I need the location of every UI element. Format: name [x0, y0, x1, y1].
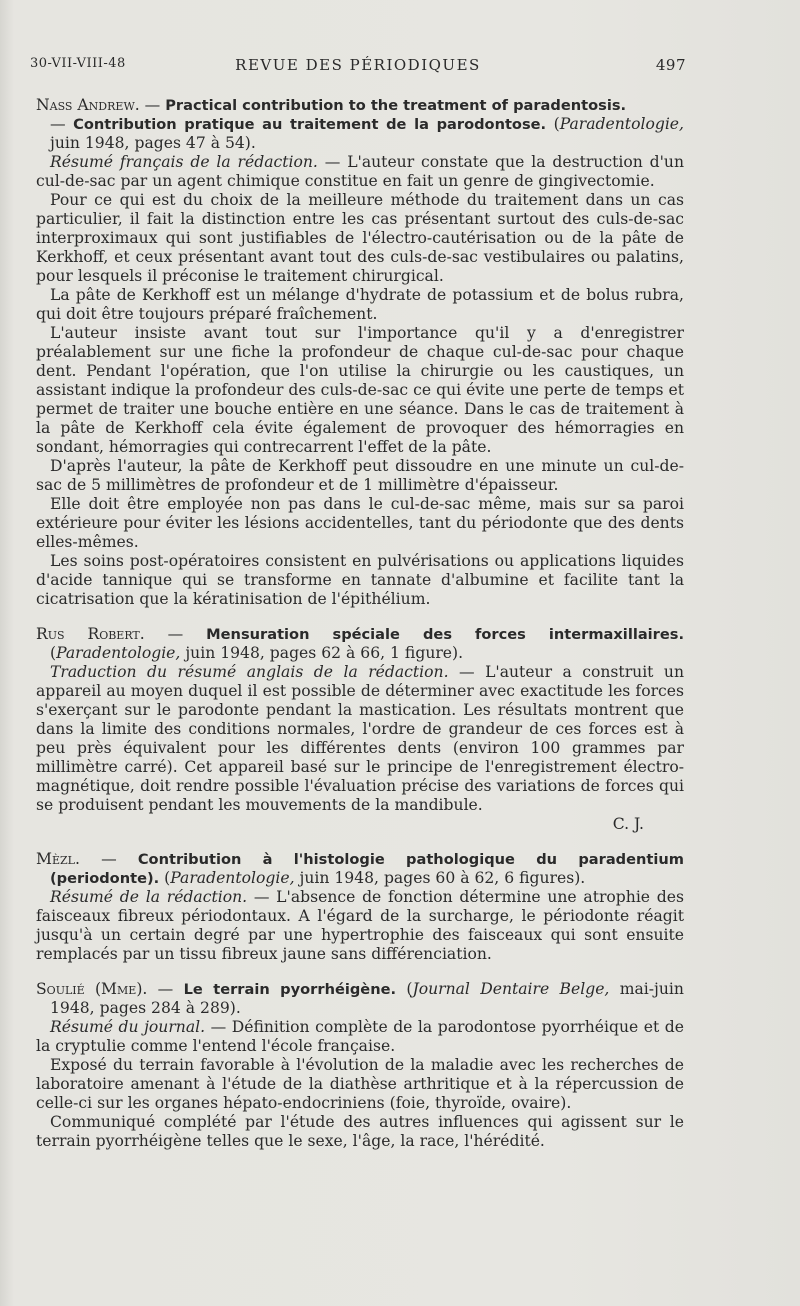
summary-lead: Traduction du résumé anglais de la rédaction.	[50, 663, 449, 681]
summary-paragraph	[36, 1113, 684, 1151]
summary-text: Les soins post-opératoires consistent en pulvérisations ou applications liquides d'acide tannique qui se transforme en tannate d'albumine et facilite tant la cicatrisation que la kératinisation de l'épithélium.	[36, 552, 684, 608]
summary-paragraph	[36, 324, 684, 457]
separator: —	[50, 115, 74, 133]
source-open: (	[50, 644, 57, 662]
separator: —	[79, 850, 138, 868]
entry-heading	[36, 850, 684, 888]
entry-title: Le terrain pyorrhéigène.	[183, 981, 397, 998]
entry-author: Mèzl.	[36, 850, 80, 868]
summary-paragraph	[36, 1018, 684, 1056]
review-entry	[36, 96, 684, 609]
article-list	[36, 96, 684, 1151]
summary-paragraph	[36, 457, 684, 495]
summary-paragraph	[36, 663, 684, 815]
summary-paragraph	[36, 153, 684, 191]
source-open: (	[546, 115, 560, 133]
entry-title: Practical contribution to the treatment of paradentosis.	[165, 97, 627, 114]
summary-lead: Résumé français de la rédaction.	[50, 153, 318, 171]
summary-text: — L'auteur a construit un appareil au moyen duquel il est possible de déterminer avec exactitude les forces s'exerçant sur le parodonte pendant la mastication. Les résultats montrent que dans la limite des conditions normales, l'ordre de grandeur de ces forces est à peu près équivalent pour les différentes dents (environ 100 grammes par millimètre carré). Cet appareil basé sur le principe de l'enregistrement électro-magnétique, doit rendre possible l'évaluation précise des variations de forces qui se produisent pendant les mouvements de la mandibule.	[36, 663, 684, 814]
review-entry	[36, 625, 684, 834]
header-journal-title: REVUE DES PÉRIODIQUES	[235, 56, 481, 74]
summary-text: Pour ce qui est du choix de la meilleure méthode du traitement dans un cas particulier, il fait la distinction entre les cas présentant surtout des culs-de-sac interproximaux qui sont justifiables de l'électro-cautérisation ou de la pâte de Kerkhoff, et ceux présentant avant tout des culs-de-sac vestibulaires ou palatins, pour lesquels il préconise le traitement chirurgical.	[36, 191, 684, 285]
summary-text: La pâte de Kerkhoff est un mélange d'hydrate de potassium et de bolus rubra, qui doit être toujours préparé fraîchement.	[36, 286, 684, 323]
summary-lead: Résumé de la rédaction.	[50, 888, 248, 906]
review-entry	[36, 850, 684, 964]
summary-paragraph	[36, 552, 684, 609]
summary-text: Exposé du terrain favorable à l'évolution de la maladie avec les recherches de laboratoire amenant à l'étude de la diathèse arthritique et à la répercussion de celle-ci sur les organes hépato-endocriniens (foie, thyroïde, ovaire).	[36, 1056, 684, 1112]
entry-author: Soulié (Mme).	[36, 980, 148, 998]
summary-paragraph	[36, 495, 684, 552]
review-entry	[36, 980, 684, 1151]
source-open: (	[159, 869, 171, 887]
header-date: 30-VII-VIII-48	[30, 56, 126, 71]
summary-text: D'après l'auteur, la pâte de Kerkhoff peut dissoudre en une minute un cul-de-sac de 5 millimètres de profondeur et de 1 millimètre d'épaisseur.	[36, 457, 684, 494]
summary-lead: Résumé du journal.	[50, 1018, 206, 1036]
summary-paragraph	[36, 286, 684, 324]
entry-author: Rus Robert.	[36, 625, 145, 643]
separator: —	[147, 980, 184, 998]
entry-title: Mensuration spéciale des forces intermaxillaires.	[206, 626, 684, 643]
entry-source: Paradentologie,	[559, 115, 684, 133]
entry-source-details: mai-juin 1948, pages 284 à 289).	[50, 980, 684, 1017]
entry-author: Nass Andrew.	[36, 96, 140, 114]
source-open: (	[396, 980, 413, 998]
entry-heading	[36, 980, 684, 1018]
summary-text: — Définition complète de la parodontose pyorrhéique et de la cryptulie comme l'entend l'école française.	[36, 1018, 684, 1055]
summary-text: — L'absence de fonction détermine une atrophie des faisceaux fibreux périodontaux. A l'égard de la surcharge, le périodonte réagit jusqu'à un certain degré par une hypertrophie des faisceaux qui sont ensuite remplacés par un tissu fibreux jaune sans différenciation.	[36, 888, 684, 963]
entry-title-translation: Contribution pratique au traitement de la parodontose.	[73, 116, 547, 133]
running-header	[30, 56, 686, 78]
reviewer-signature: C. J.	[612, 815, 644, 833]
summary-paragraph	[36, 888, 684, 964]
entry-source: Paradentologie,	[170, 869, 295, 887]
entry-source-details: juin 1948, pages 60 à 62, 6 figures).	[294, 869, 586, 887]
page-number: 497	[655, 56, 686, 74]
summary-text: Elle doit être employée non pas dans le cul-de-sac même, mais sur sa paroi extérieure pour éviter les lésions accidentelles, tant du périodonte que des dents elles-mêmes.	[36, 495, 684, 551]
entry-source: Paradentologie,	[56, 644, 181, 662]
entry-heading	[36, 625, 684, 663]
entry-source-details: juin 1948, pages 62 à 66, 1 figure).	[180, 644, 464, 662]
entry-source-details: juin 1948, pages 47 à 54).	[50, 134, 256, 152]
summary-text: — L'auteur constate que la destruction d'un cul-de-sac par un agent chimique constitue en fait un genre de gingivectomie.	[36, 153, 684, 190]
entry-title: Contribution à l'histologie pathologique du paradentium (periodonte).	[50, 851, 684, 887]
summary-paragraph	[36, 1056, 684, 1113]
entry-source: Journal Dentaire Belge,	[412, 980, 610, 998]
summary-text: Communiqué complété par l'étude des autres influences qui agissent sur le terrain pyorrhéigène telles que le sexe, l'âge, la race, l'hérédité.	[36, 1113, 684, 1150]
separator: —	[139, 96, 166, 114]
separator: —	[144, 625, 207, 643]
entry-heading	[36, 96, 684, 153]
summary-text: L'auteur insiste avant tout sur l'importance qu'il y a d'enregistrer préalablement sur une fiche la profondeur de chaque cul-de-sac pour chaque dent. Pendant l'opération, que l'on utilise la chirurgie ou les caustiques, un assistant indique la profondeur des culs-de-sac ce qui évite une perte de temps et permet de traiter une bouche entière en une séance. Dans le cas de traitement à la pâte de Kerkhoff cela évite également de provoquer des hémorragies en sondant, hémorragies qui contrecarrent l'effet de la pâte.	[36, 324, 684, 456]
summary-paragraph	[36, 191, 684, 286]
